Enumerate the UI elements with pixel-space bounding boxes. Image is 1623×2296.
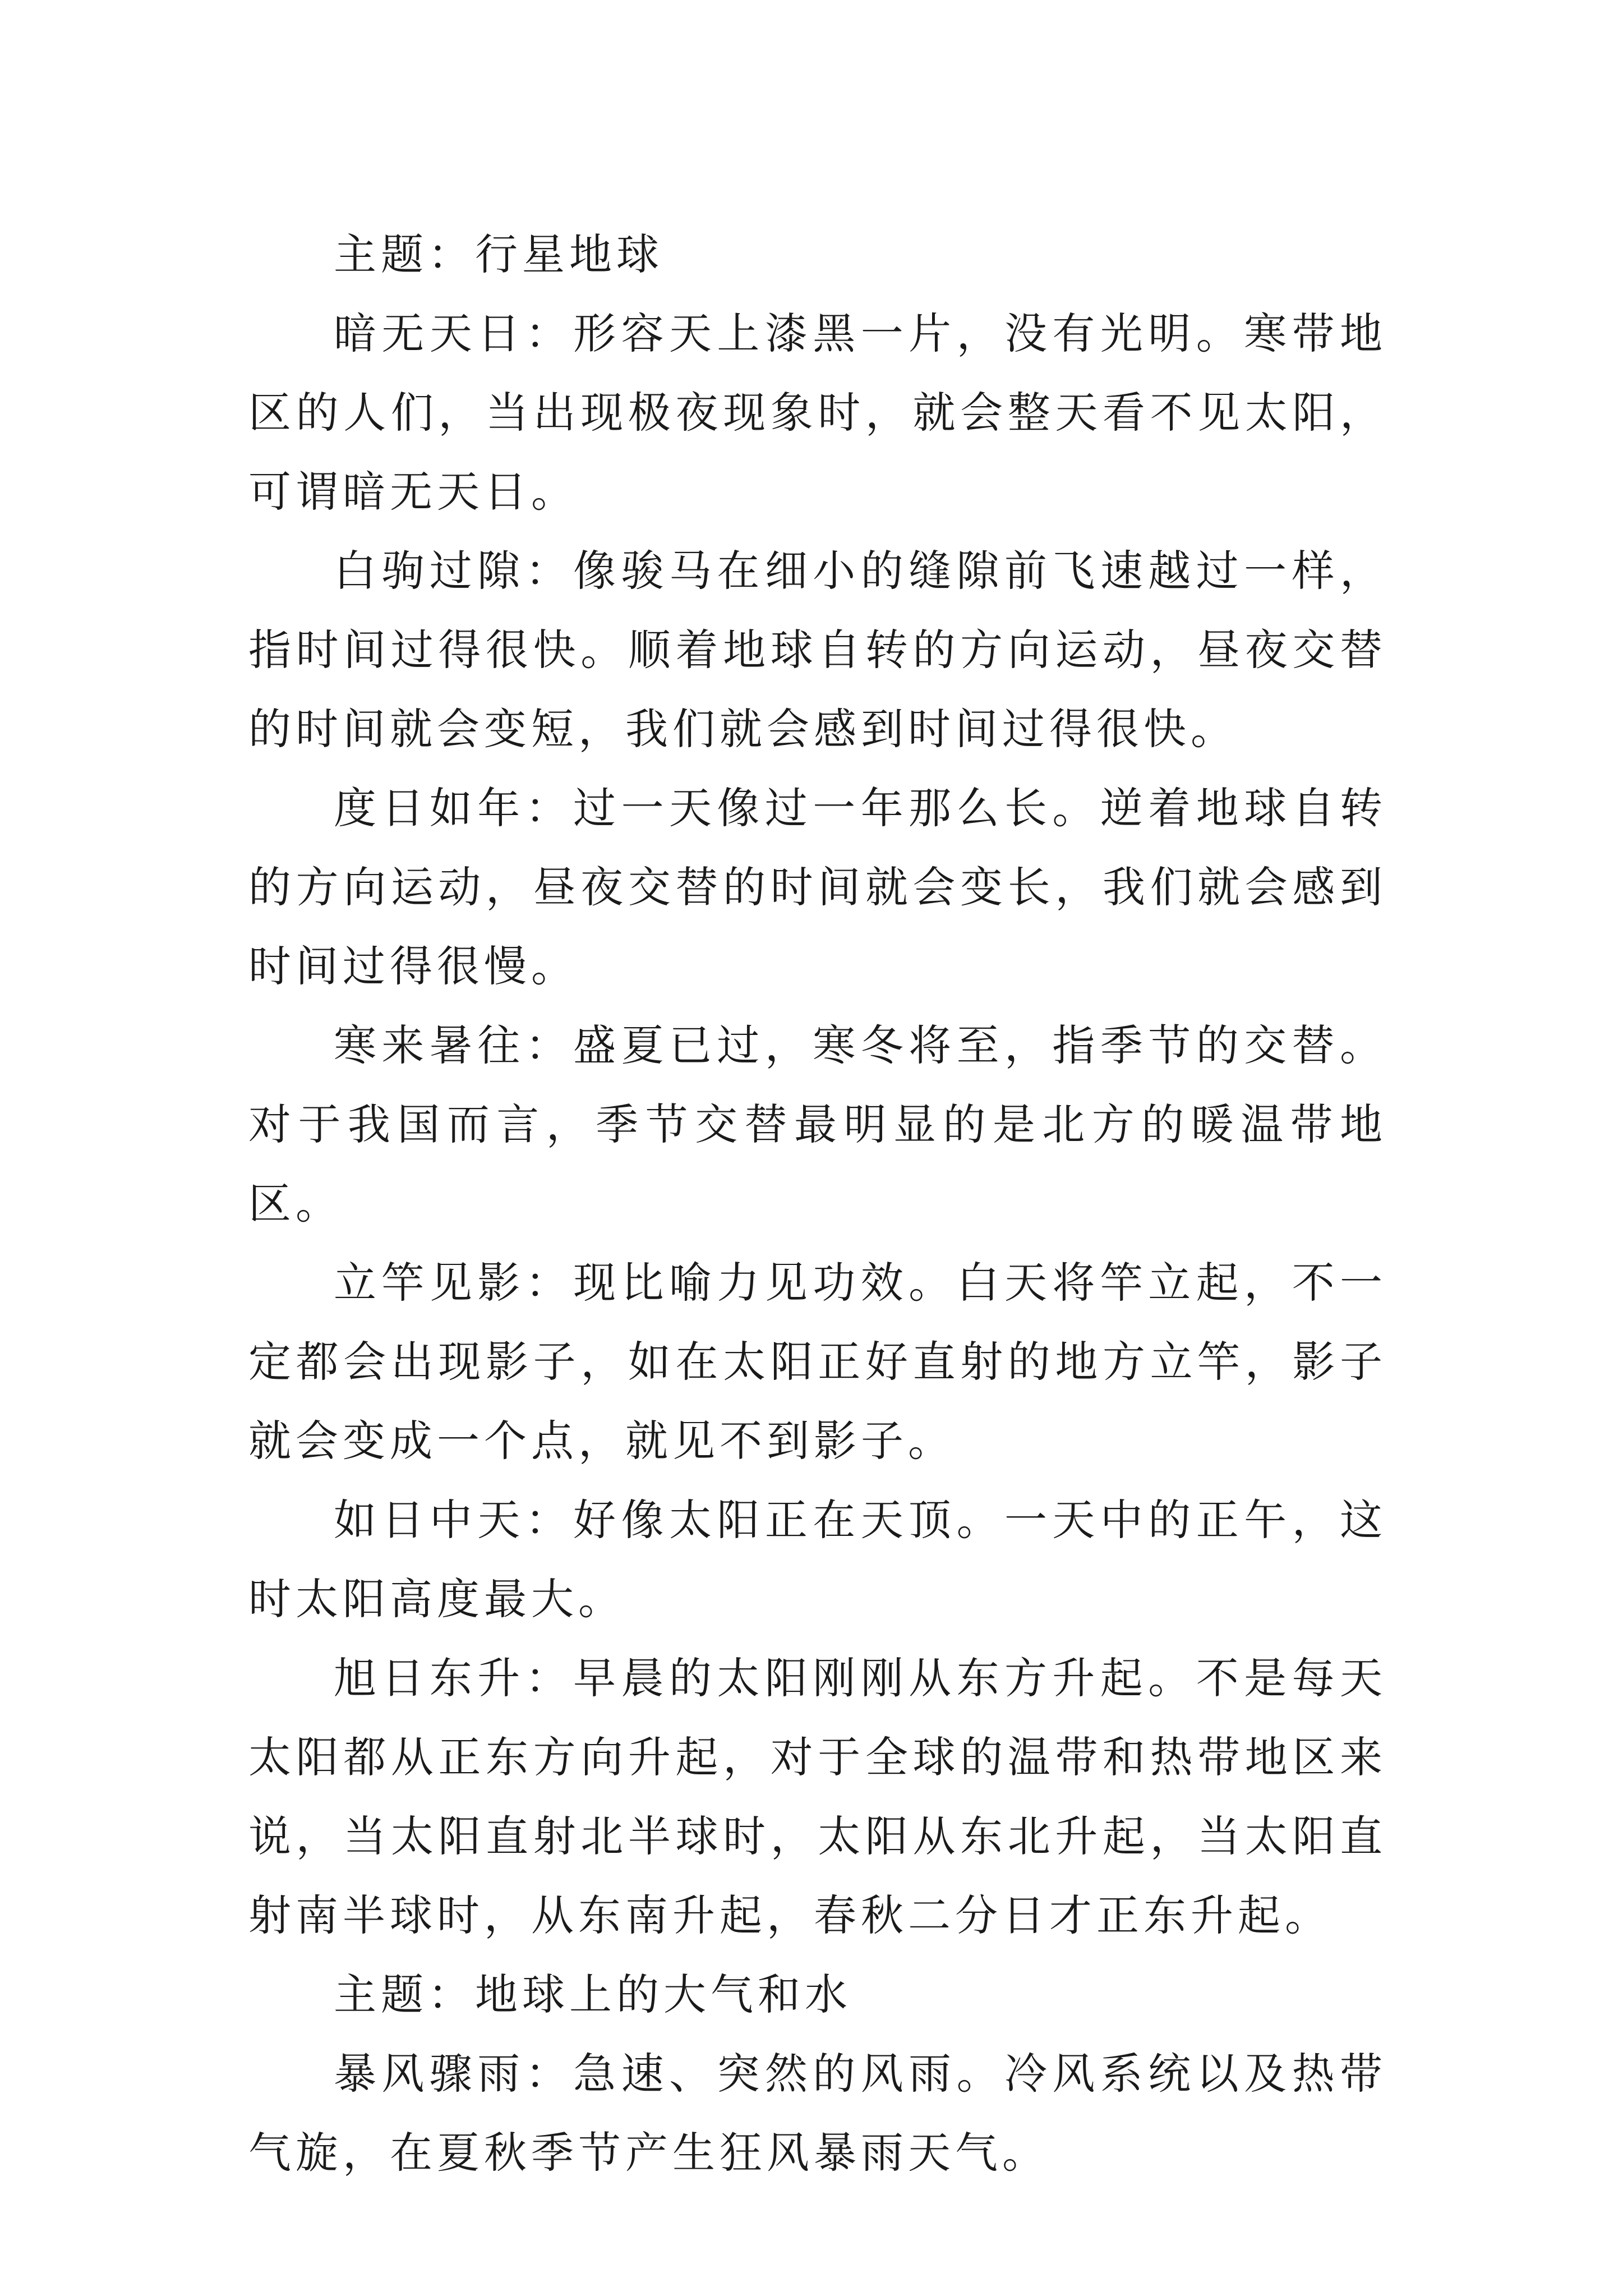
- idiom-entry: 度日如年：过一天像过一年那么长。逆着地球自转的方向运动，昼夜交替的时间就会变长，我们就会感到时间过得很慢。: [248, 783, 1387, 991]
- idiom-entry: 暴风骤雨：急速、突然的风雨。冷风系统以及热带气旋，在夏秋季节产生狂风暴雨天气。: [248, 2049, 1387, 2178]
- idiom-entry: 寒来暑往：盛夏已过，寒冬将至，指季节的交替。对于我国而言，季节交替最明显的是北方的暖温带地区。: [248, 1020, 1387, 1228]
- section-topic-planet-earth: 主题：行星地球: [334, 229, 663, 279]
- idiom-entry: 旭日东升：早晨的太阳刚刚从东方升起。不是每天太阳都从正东方向升起，对于全球的温带和热带地区来说，当太阳直射北半球时，太阳从东北升起，当太阳直射南半球时，从东南升起，春秋二分日才正东升起。: [248, 1653, 1387, 1940]
- section-topic-atmosphere-water: 主题：地球上的大气和水: [334, 1970, 852, 2019]
- document-body: [248, 215, 1387, 2192]
- idiom-entry: 暗无天日：形容天上漆黑一片，没有光明。寒带地区的人们，当出现极夜现象时，就会整天看不见太阳，可谓暗无天日。: [248, 309, 1387, 517]
- idiom-entry: 如日中天：好像太阳正在天顶。一天中的正午，这时太阳高度最大。: [248, 1495, 1387, 1624]
- idiom-entry: 白驹过隙：像骏马在细小的缝隙前飞速越过一样，指时间过得很快。顺着地球自转的方向运动，昼夜交替的时间就会变短，我们就会感到时间过得很快。: [248, 546, 1387, 754]
- idiom-entry: 立竿见影：现比喻力见功效。白天将竿立起，不一定都会出现影子，如在太阳正好直射的地方立竿，影子就会变成一个点，就见不到影子。: [248, 1258, 1387, 1466]
